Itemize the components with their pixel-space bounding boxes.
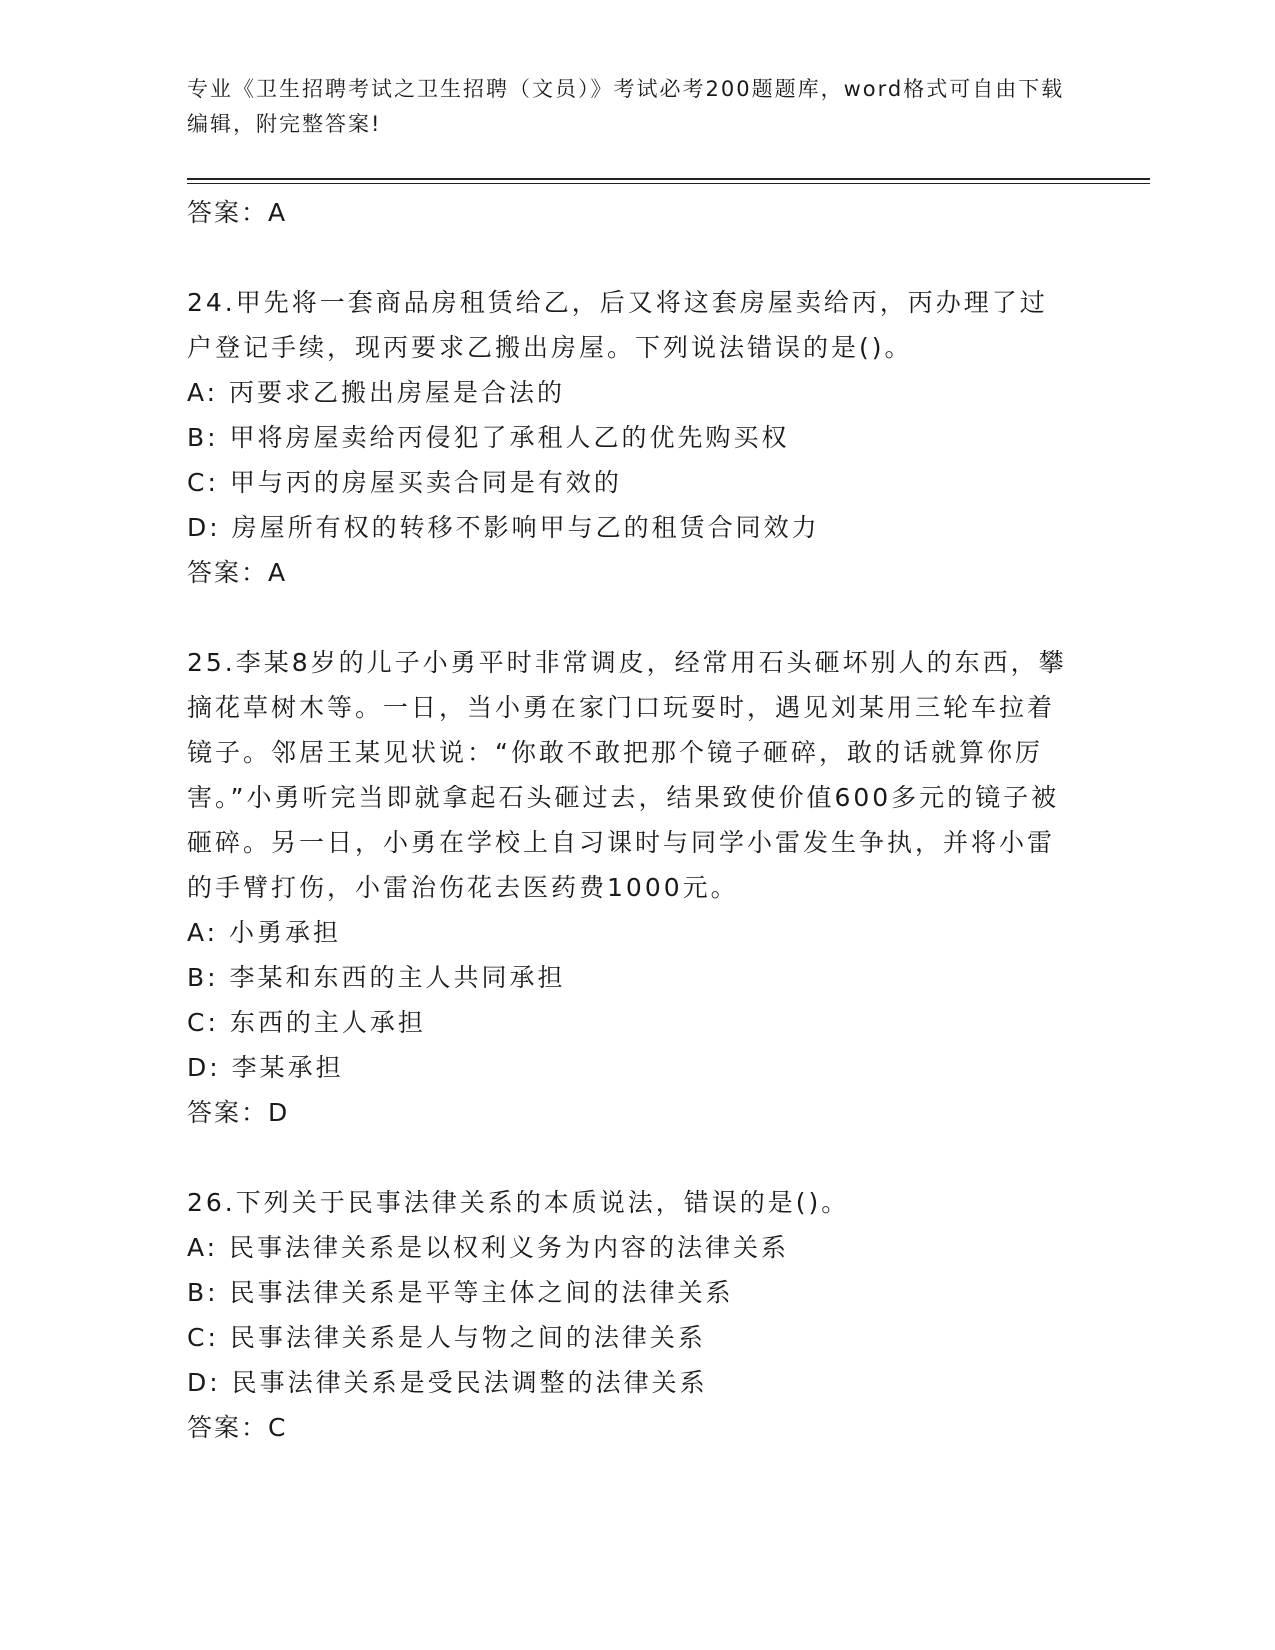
page-header: [187, 72, 1067, 142]
option-a: A: 小勇承担: [187, 918, 342, 947]
question-answer: 答案：D: [187, 1098, 290, 1127]
option-d: D: 民事法律关系是受民法调整的法律关系: [187, 1368, 708, 1397]
question-24: [187, 280, 1067, 595]
option-b: B: 民事法律关系是平等主体之间的法律关系: [187, 1278, 734, 1307]
header-rule-thin: [187, 183, 1150, 184]
question-answer: 答案：A: [187, 558, 288, 587]
option-c: C: 甲与丙的房屋买卖合同是有效的: [187, 468, 622, 497]
question-stem: 25.李某8岁的儿子小勇平时非常调皮，经常用石头砸坏别人的东西，攀摘花草树木等。一日，当小勇在家门口玩耍时，遇见刘某用三轮车拉着镜子。邻居王某见状说：“你敢不敢把那个镜子砸碎，敢的话就算你厉害。”小勇听完当即就拿起石头砸过去，结果致使价值600多元的镜子被砸碎。另一日，小勇在学校上自习课时与同学小雷发生争执，并将小雷的手臂打伤，小雷治伤花去医药费1000元。: [187, 648, 1067, 902]
option-a: A: 丙要求乙搬出房屋是合法的: [187, 378, 566, 407]
option-c: C: 民事法律关系是人与物之间的法律关系: [187, 1323, 706, 1352]
header-title: 专业《卫生招聘考试之卫生招聘（文员）》考试必考200题题库，word格式可自由下载编辑，附完整答案!: [187, 77, 1065, 136]
question-26: [187, 1180, 1067, 1450]
spacer: [187, 595, 1067, 640]
header-rule-thick: [187, 178, 1150, 180]
question-stem: 24.甲先将一套商品房租赁给乙，后又将这套房屋卖给丙，丙办理了过户登记手续，现丙要求乙搬出房屋。下列说法错误的是()。: [187, 288, 1048, 362]
question-stem: 26.下列关于民事法律关系的本质说法，错误的是()。: [187, 1188, 850, 1217]
option-d: D: 房屋所有权的转移不影响甲与乙的租赁合同效力: [187, 513, 820, 542]
option-b: B: 李某和东西的主人共同承担: [187, 963, 566, 992]
question-25: [187, 640, 1067, 1135]
question-list: [187, 190, 1067, 1450]
option-d: D: 李某承担: [187, 1053, 344, 1082]
spacer: [187, 1135, 1067, 1180]
spacer: [187, 235, 1067, 280]
question-answer: 答案：C: [187, 1413, 288, 1442]
option-b: B: 甲将房屋卖给丙侵犯了承租人乙的优先购买权: [187, 423, 790, 452]
option-a: A: 民事法律关系是以权利义务为内容的法律关系: [187, 1233, 790, 1262]
previous-answer: 答案：A: [187, 198, 288, 227]
option-c: C: 东西的主人承担: [187, 1008, 426, 1037]
